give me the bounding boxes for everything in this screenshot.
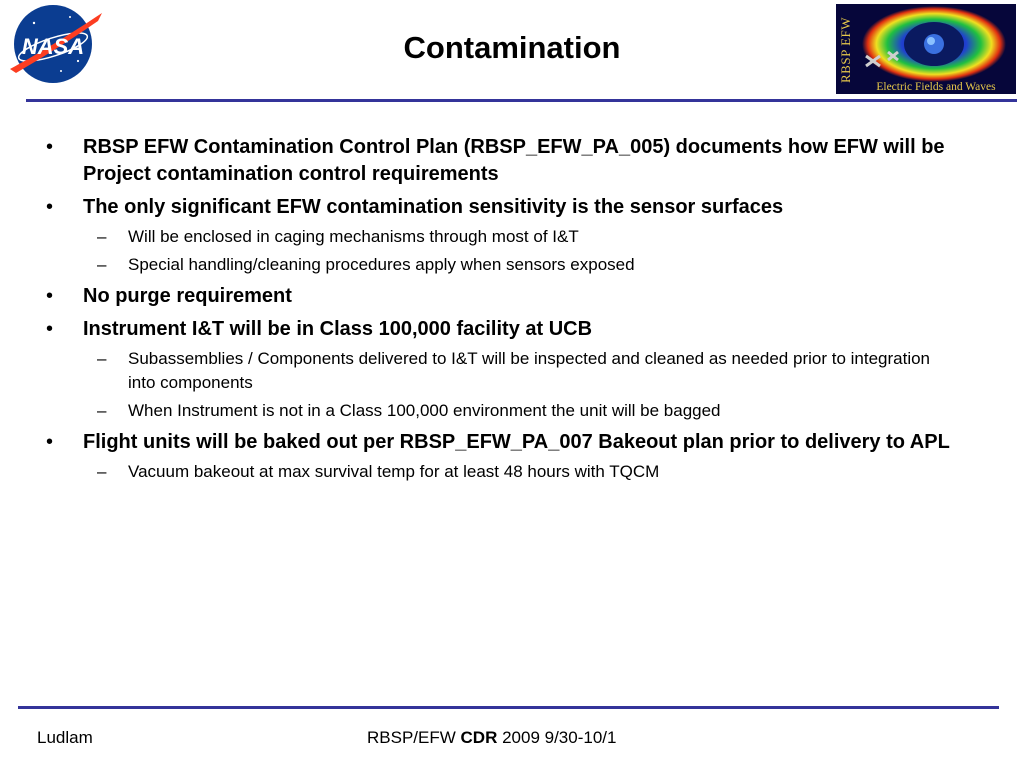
efw-vertical-label: RBSP EFW — [838, 17, 853, 84]
bullet-text: RBSP EFW Contamination Control Plan (RBSP_EFW_PA_005) documents how EFW will be Project contamination control requirements — [83, 136, 945, 185]
slide-title: Contamination — [403, 30, 621, 65]
bullet-item — [40, 134, 960, 188]
footer-event — [367, 728, 616, 748]
dash-glyph: – — [97, 401, 107, 420]
dash-glyph: – — [97, 349, 107, 368]
dash-glyph: – — [97, 227, 107, 246]
bullet-text: Flight units will be baked out per RBSP_EFW_PA_007 Bakeout plan prior to delivery to APL — [83, 431, 950, 453]
footer-event-suffix: 2009 9/30-10/1 — [497, 728, 617, 747]
efw-caption: Electric Fields and Waves — [876, 81, 996, 93]
sub-bullet-text: Special handling/cleaning procedures apply when sensors exposed — [128, 255, 635, 274]
nasa-logo-text: NASA — [21, 34, 85, 59]
footer-author: Ludlam — [37, 728, 93, 747]
bullet-glyph: • — [46, 318, 54, 340]
bullet-item — [40, 316, 960, 343]
sub-bullet-item — [40, 460, 960, 484]
header-divider — [26, 99, 1017, 102]
sub-bullet-item — [40, 399, 960, 423]
bullet-text: Instrument I&T will be in Class 100,000 facility at UCB — [83, 318, 593, 340]
dash-glyph: – — [97, 255, 107, 274]
bullet-text: No purge requirement — [83, 285, 292, 307]
bullet-glyph: • — [46, 136, 54, 158]
footer-event-bold: CDR — [460, 728, 498, 747]
bullet-item — [40, 429, 960, 456]
sub-bullet-text: When Instrument is not in a Class 100,000 environment the unit will be bagged — [128, 401, 721, 420]
sub-bullet-text: Vacuum bakeout at max survival temp for at least 48 hours with TQCM — [128, 462, 660, 481]
bullet-item — [40, 194, 960, 221]
rbsp-efw-logo-icon — [836, 4, 1016, 94]
sub-bullet-text: Will be enclosed in caging mechanisms through most of I&T — [128, 227, 579, 246]
sub-bullet-text: Subassemblies / Components delivered to I&T will be inspected and cleaned as needed prior to integration into components — [128, 349, 931, 392]
bullet-glyph: • — [46, 431, 54, 453]
sub-bullet-item — [40, 253, 960, 277]
slide-body — [40, 134, 960, 484]
footer-event-prefix: RBSP/EFW — [367, 728, 461, 747]
bullet-glyph: • — [46, 196, 54, 218]
sub-bullet-item — [40, 225, 960, 249]
bullet-text: The only significant EFW contamination sensitivity is the sensor surfaces — [83, 196, 784, 218]
footer-divider — [18, 706, 999, 709]
sub-bullet-item — [40, 347, 960, 395]
bullet-item — [40, 283, 960, 310]
dash-glyph: – — [97, 462, 107, 481]
bullet-glyph: • — [46, 285, 54, 307]
